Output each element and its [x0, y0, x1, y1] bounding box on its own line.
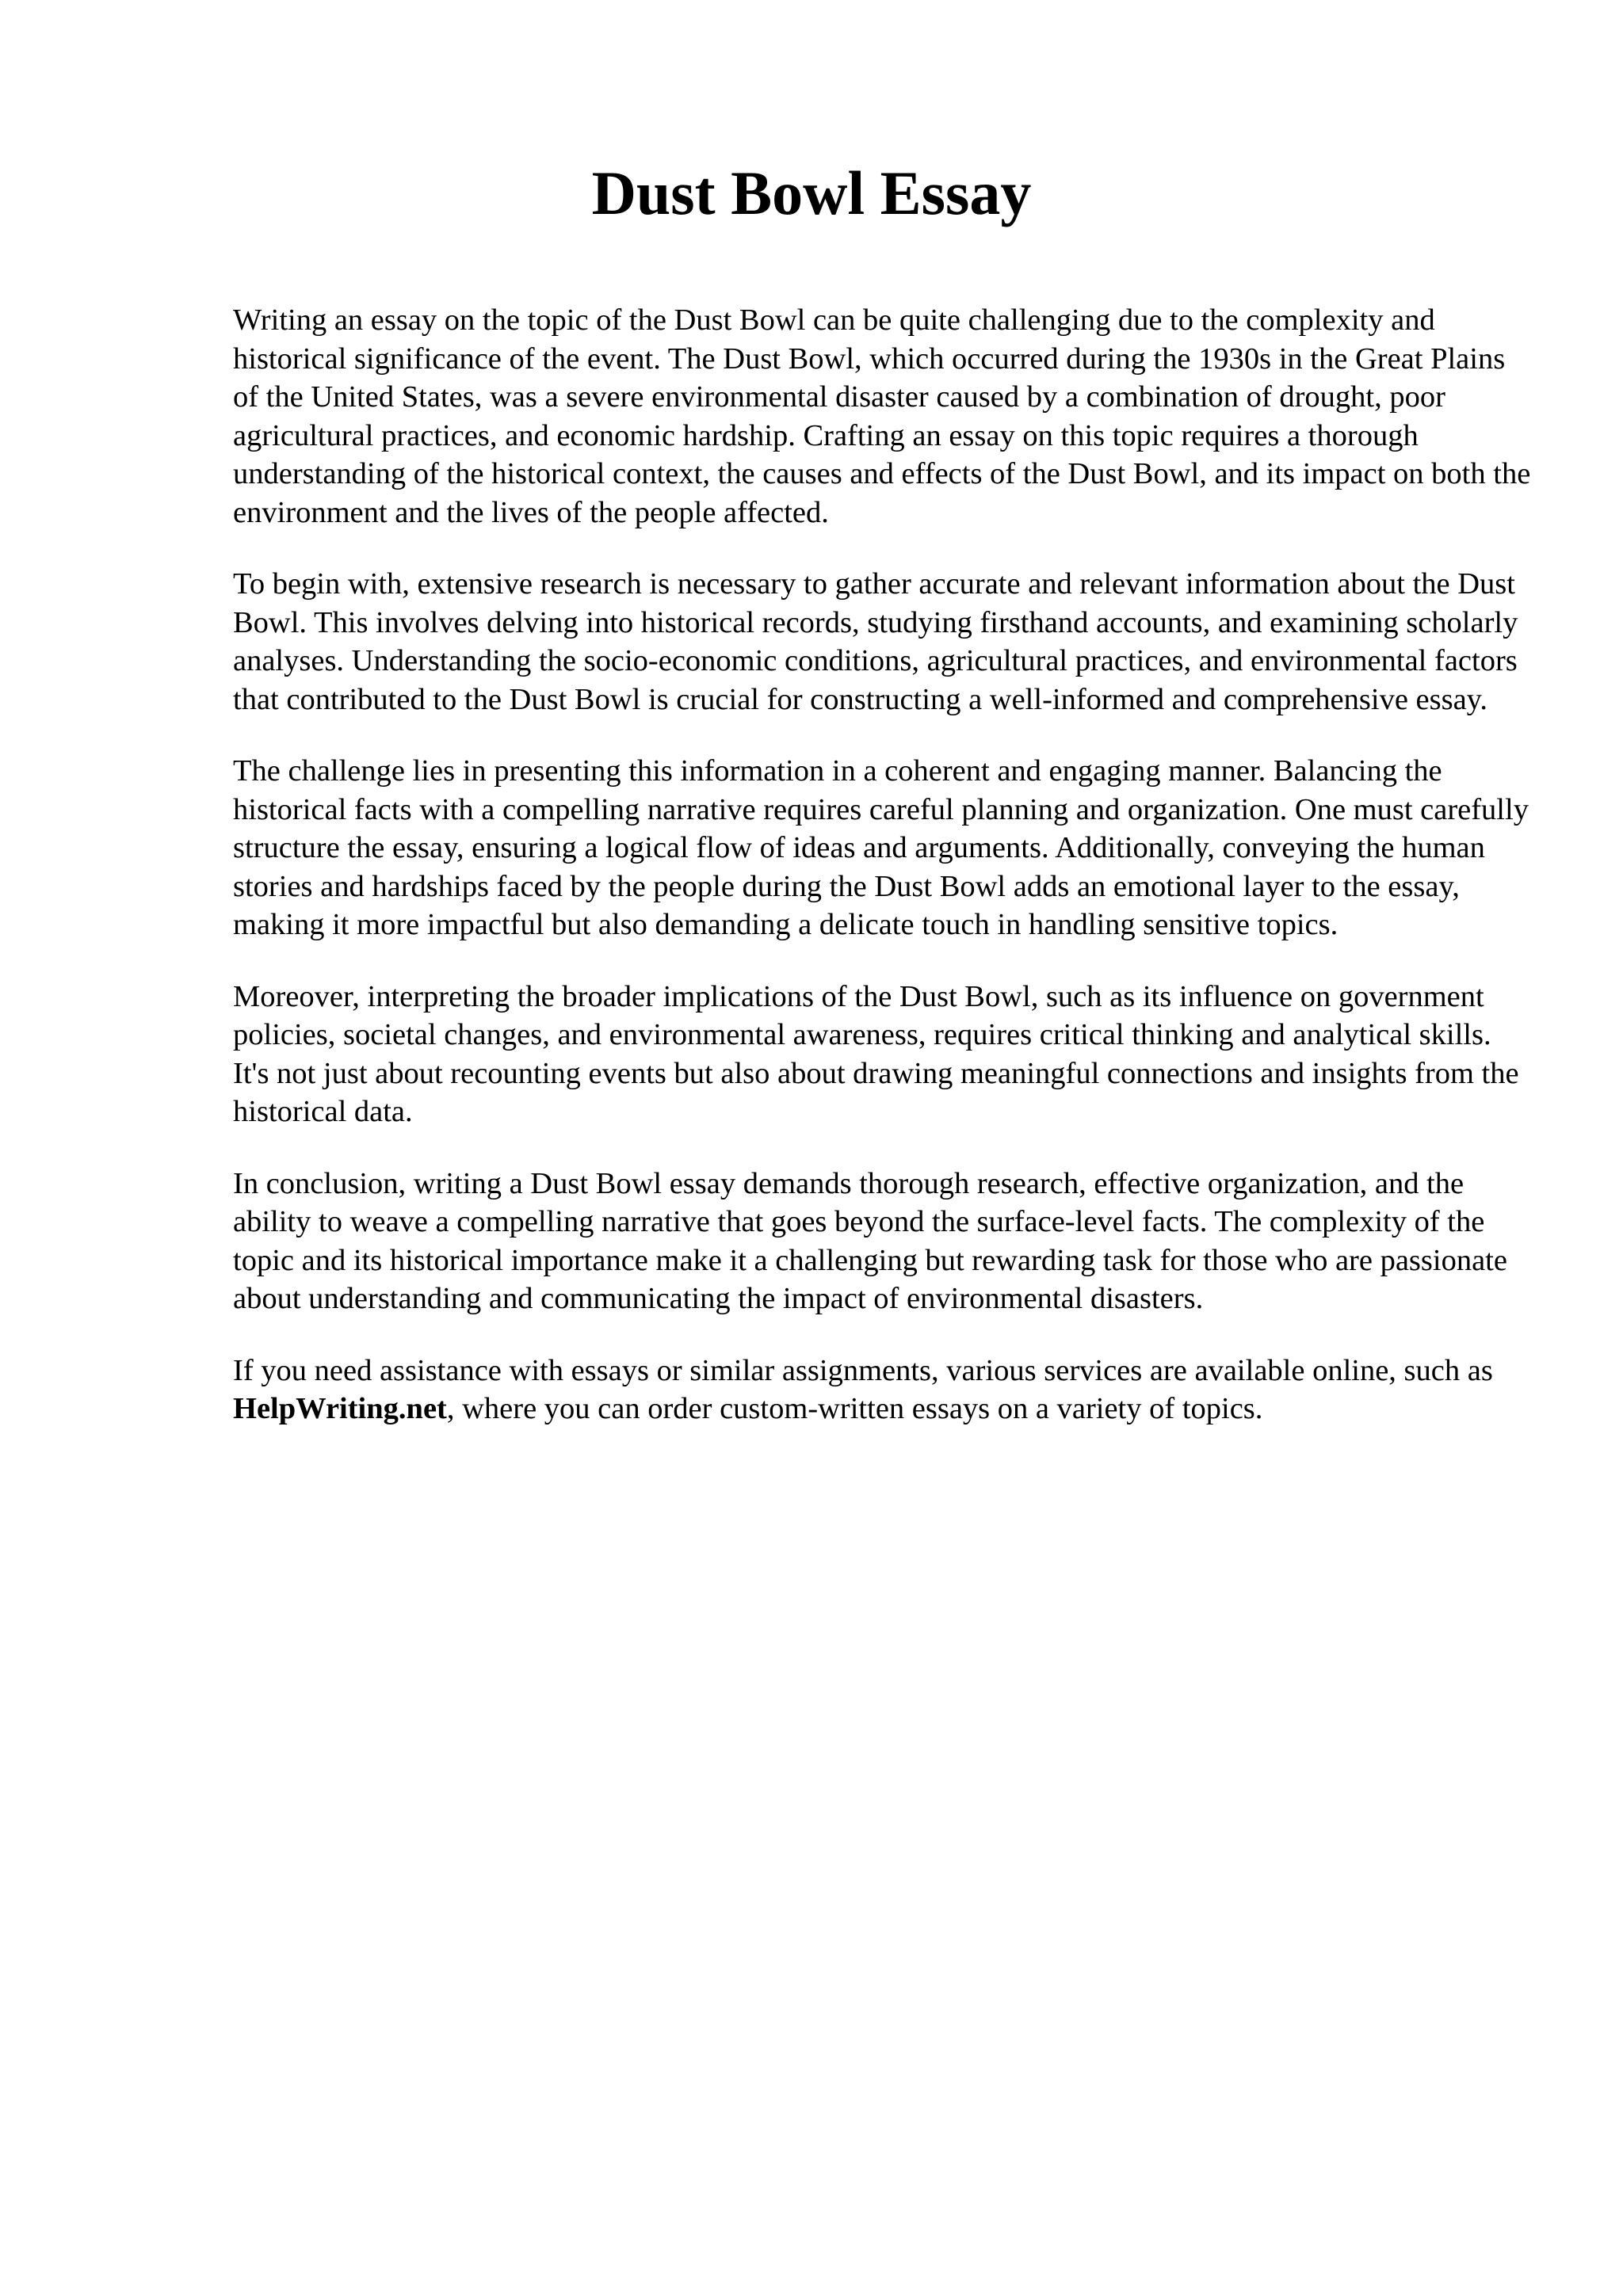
helpwriting-link[interactable]: HelpWriting.net — [233, 1392, 447, 1425]
closing-text-after: , where you can order custom-written essays on a variety of topics. — [446, 1392, 1263, 1425]
paragraph-challenge: The challenge lies in presenting this information in a coherent and engaging manner. Balancing the historical facts with a compelling narrative requires careful planning and organization. One must carefully structure the essay, ensuring a logical flow of ideas and arguments. Additionally, conveying the human stories and hardships faced by the people during the Dust Bowl adds an emotional layer to the essay, making it more impactful but also demanding a delicate touch in handling sensitive topics. — [233, 754, 1529, 941]
paragraph-intro: Writing an essay on the topic of the Dust Bowl can be quite challenging due to the complexity and historical significance of the event. The Dust Bowl, which occurred during the 1930s in the Great Plains of the United States, was a severe environmental disaster caused by a combination of drought, poor agricultural practices, and economic hardship. Crafting an essay on this topic requires a thorough understanding of the historical context, the causes and effects of the Dust Bowl, and its impact on both the environment and the lives of the people affected. — [233, 303, 1531, 529]
paragraph-closing — [233, 1352, 1533, 1428]
document-title: Dust Bowl Essay — [591, 158, 1032, 227]
essay-body — [233, 301, 1533, 1462]
paragraph-implications: Moreover, interpreting the broader implications of the Dust Bowl, such as its influence on government policies, societal changes, and environmental awareness, requires critical thinking and analytical skills. It's not just about recounting events but also about drawing meaningful connections and insights from the historical data. — [233, 979, 1519, 1128]
paragraph-research: To begin with, extensive research is necessary to gather accurate and relevant information about the Dust Bowl. This involves delving into historical records, studying firsthand accounts, and examining scholarly analyses. Understanding the socio-economic conditions, agricultural practices, and environmental factors that contributed to the Dust Bowl is crucial for constructing a well-informed and comprehensive essay. — [233, 567, 1518, 716]
closing-text-before: If you need assistance with essays or similar assignments, various services are available online, such as — [233, 1353, 1493, 1387]
paragraph-conclusion: In conclusion, writing a Dust Bowl essay demands thorough research, effective organization, and the ability to weave a compelling narrative that goes beyond the surface-level facts. The complexity of the topic and its historical importance make it a challenging but rewarding task for those who are passionate about understanding and communicating the impact of environmental disasters. — [233, 1166, 1507, 1315]
